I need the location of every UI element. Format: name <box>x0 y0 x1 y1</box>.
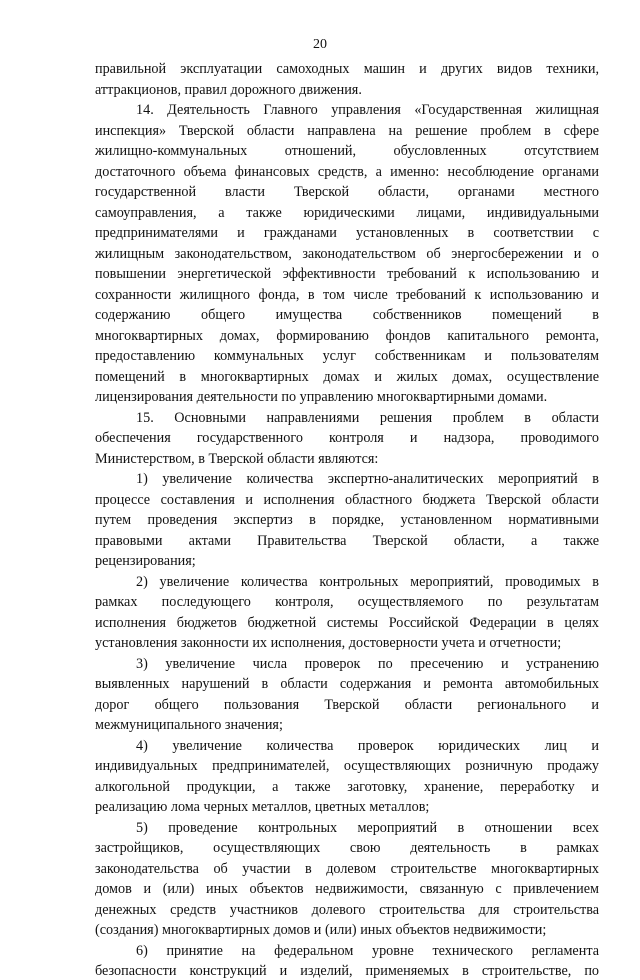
text-line: межмуниципального значения; <box>95 717 283 733</box>
text-line: (создания) многоквартирных домов и (или) иных объектов недвижимости; <box>95 922 547 938</box>
text-line: многоквартирных домах, формированию фондов капитального ремонта, <box>95 327 599 344</box>
text-line: жилищно-коммунальных отношений, обусловленных отсутствием <box>95 143 599 159</box>
text-line: денежных средств участников долевого строительства для строительства <box>95 901 599 918</box>
text-line: 1) увеличение количества экспертно-аналитических мероприятий в <box>136 471 599 487</box>
text-line: 2) увеличение количества контрольных мероприятий, проводимых в <box>136 573 599 590</box>
text-line: Министерством, в Тверской области являются: <box>95 450 379 467</box>
text-line: инспекция» Тверской области направлена на решение проблем в сфере <box>95 122 599 139</box>
text-line: содержанию общего имущества собственников помещений в <box>95 307 599 323</box>
text-line: рамках последующего контроля, осуществляемого по результатам <box>95 594 599 610</box>
text-line: самоуправления, а также юридическими лицами, индивидуальными <box>95 204 599 221</box>
text-line: реализацию лома черных металлов, цветных металлов; <box>95 799 430 815</box>
text-line: индивидуальных предпринимателей, осуществляющих розничную продажу <box>95 758 599 774</box>
text-line: законодательства об участии в долевом строительстве многоквартирных <box>95 860 599 877</box>
text-line: алкогольной продукции, а также заготовку, хранение, переработку и <box>95 778 599 795</box>
text-line: безопасности конструкций и изделий, применяемых в строительстве, по <box>95 963 599 979</box>
text-line: обеспечения государственного контроля и надзора, проводимого <box>95 430 599 446</box>
text-line: 4) увеличение количества проверок юридических лиц и <box>136 737 599 754</box>
text-line: 5) проведение контрольных мероприятий в отношении всех <box>136 819 599 836</box>
text-line: предоставлению коммунальных услуг собственникам и пользователям <box>95 348 599 364</box>
text-line: выявленных нарушений в области содержания и ремонта автомобильных <box>95 676 599 692</box>
text-line: путем проведения экспертиз в порядке, установленном нормативными <box>95 512 599 528</box>
text-line: сохранности жилищного фонда, в том числе требований к использованию и <box>95 286 599 303</box>
text-line: 14. Деятельность Главного управления «Государственная жилищная <box>136 102 599 118</box>
text-line: 3) увеличение числа проверок по пресечению и устранению <box>136 655 599 672</box>
text-line: государственной власти Тверской области, органами местного <box>95 184 599 200</box>
text-line: лицензирования деятельности по управлению многоквартирными домами. <box>95 389 548 405</box>
text-line: домов и (или) иных объектов недвижимости, связанную с привлечением <box>95 881 599 897</box>
text-line: дорог общего пользования Тверской области регионального и <box>95 696 599 713</box>
page-number: 20 <box>313 37 327 52</box>
text-line: правильной эксплуатации самоходных машин и других видов техники, <box>95 61 599 77</box>
text-line: предпринимателями и гражданами установленных в соответствии с <box>95 225 599 241</box>
text-line: рецензирования; <box>95 553 196 569</box>
text-line: 15. Основными направлениями решения проблем в области <box>136 409 599 426</box>
text-line: застройщиков, осуществляющих свою деятельность в рамках <box>95 840 599 856</box>
text-line: аттракционов, правил дорожного движения. <box>95 81 362 98</box>
text-line: установления законности их исполнения, достоверности учета и отчетности; <box>95 635 562 651</box>
text-line: исполнения бюджетов бюджетной системы Российской Федерации в целях <box>95 614 599 631</box>
text-line: достаточного объема финансовых средств, а именно: несоблюдение органами <box>95 163 599 180</box>
text-line: повышении энергетической эффективности требований к использованию и <box>95 266 599 282</box>
text-line: 6) принятие на федеральном уровне технического регламента <box>136 942 599 959</box>
text-line: жилищным законодательством, законодательством об энергосбережении и о <box>95 245 599 262</box>
text-line: помещений в многоквартирных домах и жилых домах, осуществление <box>95 368 599 385</box>
text-line: процессе составления и исполнения областного бюджета Тверской области <box>95 491 599 508</box>
text-line: правовыми актами Правительства Тверской области, а также <box>95 532 599 549</box>
